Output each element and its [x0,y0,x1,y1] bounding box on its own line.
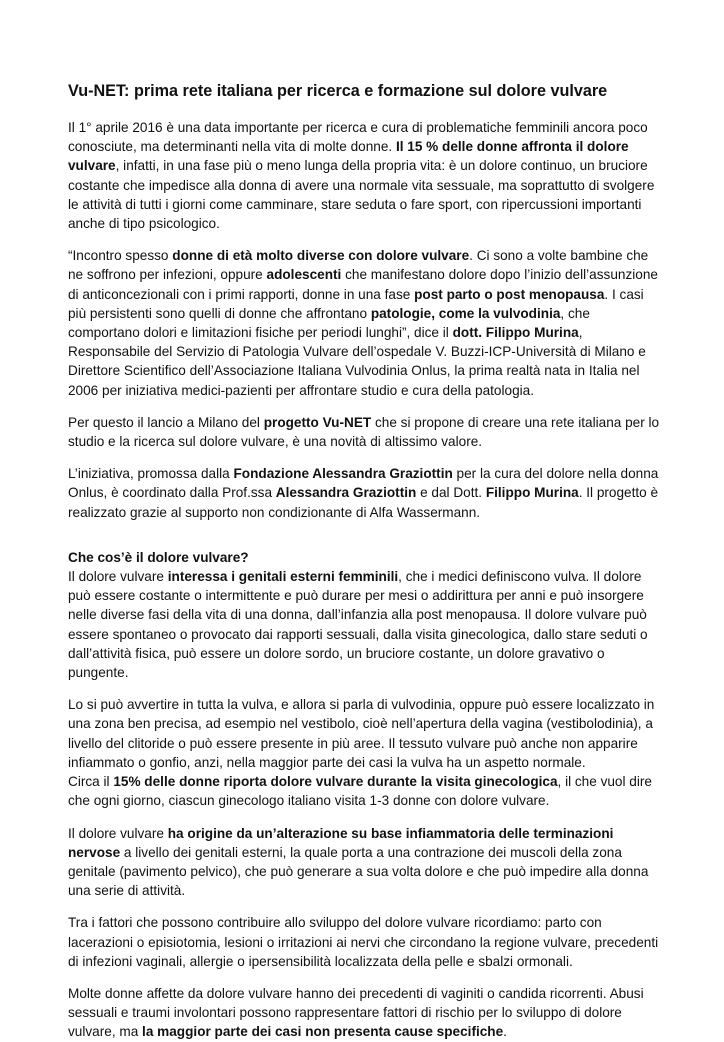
bold-run: Fondazione Alessandra Graziottin [233,466,453,482]
paragraph-origin [68,824,662,901]
paragraph-intro [68,118,662,233]
text-run: che si propone di creare una rete italiana per lo studio e la ricerca sul dolore vulvare, è una novità di altissimo valore. [68,414,660,450]
text-run: , Responsabile del Servizio di Patologia Vulvare dell’ospedale V. Buzzi-ICP-Università di Milano e Direttore Scientifico dell’Associazione Italiana Vulvodinia Onlus, la prima realtà nata in Italia nel 2006 per iniziativa medici-pazienti per affrontare studio e cura della patologia. [68,325,646,398]
bold-run: progetto Vu-NET [263,414,372,430]
paragraph-factors [68,913,662,971]
bold-run: 15% delle donne riporta dolore vulvare durante la visita ginecologica [113,774,558,790]
text-run: Per questo il lancio a Milano del [68,414,264,430]
text-run: Il dolore vulvare [68,825,168,841]
text-run: , infatti, in una fase più o meno lunga della propria vita: è un dolore continuo, un bruciore costante che impedisce alla donna di avere una normale vita sessuale, ma soprattutto di svolgere le attività di tutti i giorni come camminare, stare seduta o fare sport, con ripercussioni importanti anche di tipo psicologico. [68,158,655,232]
text-run: Il 1° aprile 2016 è una data importante per ricerca e cura di problematiche femminili ancora poco conosciute, ma determinanti nella vita di molte donne. [68,120,648,155]
text-run: Circa il [68,774,114,790]
section-heading: Che cos’è il dolore vulvare? [68,549,249,565]
bold-run: adolescenti [266,267,342,283]
paragraph-quote [68,246,662,400]
bold-run: donne di età molto diverse con dolore vulvare [172,248,470,264]
text-run: Molte donne affette da dolore vulvare hanno dei precedenti di vaginiti o candida ricorrenti. Abusi sessuali e traumi involontari possono rappresentare fattori di rischio per lo sviluppo di dolore vulvare, ma [68,985,644,1040]
bold-run: patologie, come la vulvodinia [370,305,561,321]
bold-run: Alessandra Graziottin [275,485,417,501]
paragraph-localization [68,695,662,772]
text-run: “Incontro spesso [68,248,173,264]
text-run: . Ci sono a volte bambine che ne soffrono per infezioni, oppure [68,248,649,283]
bold-run: ha origine da un’alterazione su base infiammatoria delle terminazioni nervose [68,825,614,860]
paragraph-project-launch [68,413,662,451]
text-run: Tra i fattori che possono contribuire allo sviluppo del dolore vulvare ricordiamo: parto con lacerazioni o episiotomia, lesioni o irritazioni ai nervi che circondano la regione vulvare, precedenti di infezioni vaginali, allergie o ipersensibilità localizzata della pelle e sbalzi ormonali. [68,915,659,969]
bold-run: Il 15 % delle donne affronta il dolore vulvare [68,139,629,174]
text-run: , il che vuol dire che ogni giorno, ciascun ginecologo italiano visita 1-3 donne con dolore vulvare. [68,774,652,809]
bold-run: dott. Filippo Murina [452,325,579,341]
text-run: . Il progetto è realizzato grazie al supporto non condizionante di Alfa Wassermann. [68,485,659,520]
text-run: , che comportano dolori e limitazioni fisiche per periodi lunghi”, dice il [68,305,590,341]
paragraph-statistics [68,772,662,810]
text-run: . I casi più persistenti sono quelli di donne che affrontano [68,286,644,321]
bold-run: Filippo Murina [485,485,579,501]
text-run: L’iniziativa, promossa dalla [68,466,234,482]
paragraph-risk [68,984,662,1042]
bold-run: la maggior parte dei casi non presenta cause specifiche [142,1024,504,1040]
text-run: Il dolore vulvare [68,569,168,585]
paragraph-initiative [68,464,662,522]
bold-run: interessa i genitali esterni femminili [167,569,399,585]
document-title: Vu-NET: prima rete italiana per ricerca e formazione sul dolore vulvare [68,82,608,100]
text-run: , che i medici definiscono vulva. Il dolore può essere costante o intermittente e può durare per mesi o addirittura per anni e può insorgere nelle diverse fasi della vita di una donna, dall’infanzia alla post menopausa. Il dolore vulvare può essere spontaneo o provocato dai rapporti sessuali, dalla visita ginecologica, dallo stare seduti o dall’attività fisica, può essere un dolore sordo, un bruciore costante, un dolore gravativo o pungente. [68,569,648,681]
text-run: per la cura del dolore nella donna Onlus, è coordinato dalla Prof.ssa [68,466,659,501]
text-run: Lo si può avvertire in tutta la vulva, e allora si parla di vulvodinia, oppure può essere localizzato in una zona ben precisa, ad esempio nel vestibolo, cioè nell’apertura della vagina (vestibolodinia), a livello del clitoride o può essere presente in più aree. Il tessuto vulvare può anche non apparire infiammato o gonfio, anzi, nella maggior parte dei casi la vulva ha un aspetto normale. [68,697,655,770]
text-run: che manifestano dolore dopo l’inizio dell’assunzione di anticoncezionali con i primi rapporti, donne in una fase [68,267,658,302]
text-run: e dal Dott. [416,485,486,501]
bold-run: post parto o post menopausa [414,286,605,302]
text-run: . [503,1024,507,1040]
text-run: a livello dei genitali esterni, la quale porta a una contrazione dei muscoli della zona genitale (pavimento pelvico), che può generare a sua volta dolore e che può impedire alla donna una serie di attività. [68,844,649,899]
paragraph-definition [68,567,662,682]
